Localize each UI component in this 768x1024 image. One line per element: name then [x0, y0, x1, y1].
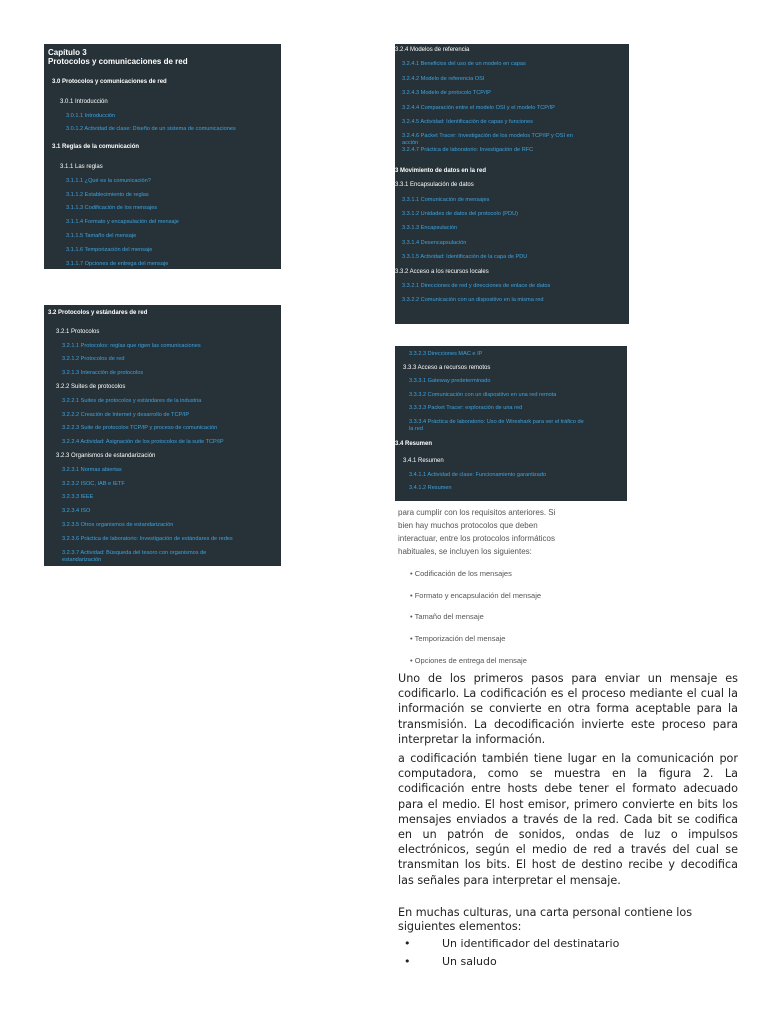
toc-subsection-heading: 3.2.2 Suites de protocolos — [56, 384, 126, 390]
toc-link[interactable]: la red — [409, 425, 423, 432]
toc-link[interactable]: estandarización — [62, 556, 102, 563]
chapter-title: Capítulo 3 — [48, 48, 87, 57]
paragraph-encoding: Uno de los primeros pasos para enviar un mensaje es codificarlo. La codificación es el proceso mediante el cual la información se convierte en otra forma aceptable para la transmisión. La decodificación invierte este proceso para interpretar la información. — [398, 672, 738, 746]
toc-subsection-heading: 3.2.4 Modelos de referencia — [395, 47, 470, 53]
toc-link[interactable]: 3.3.3.1 Gateway predeterminado — [409, 378, 491, 384]
toc-link[interactable]: 3.3.3.4 Práctica de laboratorio: Uso de Wireshark para ver el tráfico de — [409, 418, 584, 425]
toc-subsection-heading: 3.3.2 Acceso a los recursos locales — [395, 268, 489, 275]
list-item: Un identificador del destinatario — [442, 937, 620, 950]
toc-subsection-heading: 3.2.1 Protocolos — [56, 328, 100, 335]
toc-link[interactable]: 3.4.1.2 Resumen — [409, 485, 452, 491]
toc-link[interactable]: 3.3.3.2 Comunicación con un dispositivo en una red remota — [409, 391, 557, 398]
toc-link[interactable]: 3.3.1.3 Encapsulación — [402, 225, 458, 232]
intro-text — [398, 506, 555, 558]
toc-link[interactable]: 3.1.1.1 ¿Qué es la comunicación? — [66, 177, 151, 184]
toc-link[interactable]: 3.2.3.4 ISO — [62, 508, 91, 515]
toc-panel-chapter3 — [44, 44, 281, 269]
toc-link[interactable]: 3.1.1.5 Tamaño del mensaje — [66, 233, 137, 239]
intro-line: para cumplir con los requisitos anteriores. Si — [398, 508, 556, 517]
toc-subsection-heading: 3.4.1 Resumen — [403, 458, 444, 464]
toc-link[interactable]: 3.0.1.1 Introducción — [66, 112, 116, 119]
toc-subsection-heading: 3.3.3 Acceso a recursos remotos — [403, 364, 491, 371]
toc-link[interactable]: 3.1.1.2 Establecimiento de reglas — [66, 191, 149, 198]
toc-section-heading: 3.2 Protocolos y estándares de red — [48, 310, 148, 316]
toc-link[interactable]: 3.2.2.1 Suites de protocolos y estándares de la industria — [62, 397, 202, 404]
toc-link[interactable]: 3.3.1.5 Actividad: Identificación de la capa de PDU — [402, 254, 528, 261]
toc-subsection-heading: 3.2.3 Organismos de estandarización — [56, 453, 156, 459]
toc-link[interactable]: 3.2.3.2 ISOC, IAB e IETF — [62, 480, 125, 487]
toc-link[interactable]: 3.2.2.4 Actividad: Asignación de los protocolos de la suite TCP/IP — [62, 439, 224, 446]
toc-link[interactable]: 3.2.3.5 Otros organismos de estandarización — [62, 522, 174, 528]
toc-link[interactable]: 3.3.1.2 Unidades de datos del protocolo (PDU) — [402, 211, 518, 217]
toc-link[interactable]: 3.3.2.3 Direcciones MAC e IP — [409, 351, 483, 357]
intro-line: bien hay muchos protocolos que deben — [398, 521, 538, 530]
toc-panel-reference-models — [395, 44, 629, 324]
toc-link[interactable]: 3.3.2.2 Comunicación con un dispositivo en la misma red — [402, 297, 544, 304]
toc-link[interactable]: 3.2.1.3 Interacción de protocolos — [62, 370, 144, 377]
toc-link[interactable]: 3.2.4.2 Modelo de referencia OSI — [402, 75, 485, 82]
toc-link[interactable]: 3.2.2.2 Creación de Internet y desarrollo de TCP/IP — [62, 411, 190, 418]
toc-link[interactable]: 3.3.3.3 Packet Tracer: exploración de una red — [409, 405, 523, 411]
toc-link[interactable]: 3.2.3.1 Normas abiertas — [62, 466, 122, 473]
toc-link[interactable]: 3.2.3.3 IEEE — [62, 494, 94, 501]
intro-line: interactuar, entre los protocolos informáticos — [398, 534, 555, 543]
toc-link[interactable]: 3.2.1.1 Protocolos: reglas que rigen las comunicaciones — [62, 342, 201, 349]
toc-subsection-heading: 3.0.1 Introducción — [60, 98, 108, 105]
toc-link[interactable]: 3.2.4.3 Modelo de protocolo TCP/IP — [402, 90, 491, 97]
paragraph-computer-encoding: a codificación también tiene lugar en la comunicación por computadora, como se muestra en la figura 2. La codificación entre hosts debe tener el formato adecuado para el medio. El host emisor, primero convierte en bits los mensajes enviados a través de la red. Cada bit se codifica en un patrón de sonidos, ondas de luz o impulsos electrónicos, según el medio de red a través del cual se transmitan los bits. El host de destino recibe y decodifica las señales para interpretar el mensaje. — [398, 752, 738, 887]
toc-section-heading: 3.0 Protocolos y comunicaciones de red — [52, 79, 167, 85]
toc-link[interactable]: 3.1.1.4 Formato y encapsulación del mensaje — [66, 219, 179, 226]
toc-link[interactable]: 3.2.4.6 Packet Tracer: Investigación de los modelos TCP/IP y OSI en — [402, 133, 573, 140]
toc-section-heading: 3.1 Reglas de la comunicación — [52, 144, 140, 151]
toc-link[interactable]: 3.1.1.7 Opciones de entrega del mensaje — [66, 260, 169, 267]
paragraph-letter: En muchas culturas, una carta personal contiene los siguientes elementos: — [398, 906, 693, 933]
toc-link[interactable]: 3.3.2.1 Direcciones de red y direcciones de enlace de datos — [402, 283, 551, 289]
intro-line: habituales, se incluyen los siguientes: — [398, 547, 532, 556]
list-item: Un saludo — [442, 955, 497, 968]
list-item: • Tamaño del mensaje — [410, 612, 484, 621]
toc-link[interactable]: 3.2.1.2 Protocolos de red — [62, 356, 125, 363]
bullet-glyph: • — [404, 937, 411, 950]
bullet-glyph: • — [404, 955, 411, 968]
toc-subsection-heading: 3.3.1 Encapsulación de datos — [395, 182, 474, 189]
toc-link[interactable]: 3.3.1.4 Desencapsulación — [402, 239, 467, 246]
list-item: • Temporización del mensaje — [410, 634, 506, 643]
toc-link[interactable]: acción — [402, 140, 419, 147]
chapter-subtitle: Protocolos y comunicaciones de red — [48, 57, 188, 66]
toc-section-heading: 3.4 Resumen — [395, 440, 433, 447]
toc-link[interactable]: 3.1.1.3 Codificación de los mensajes — [66, 205, 158, 212]
toc-panel-remote-access — [395, 346, 627, 501]
toc-link[interactable]: 3.1.1.6 Temporización del mensaje — [66, 246, 153, 253]
toc-link[interactable]: 3.2.2.3 Suite de protocolos TCP/IP y proceso de comunicación — [62, 425, 218, 432]
toc-link[interactable]: 3.0.1.2 Actividad de clase: Diseño de un sistema de comunicaciones — [66, 126, 236, 133]
toc-section-heading: 3 Movimiento de datos en la red — [395, 167, 487, 174]
list-item: • Codificación de los mensajes — [410, 569, 512, 578]
list-item: • Opciones de entrega del mensaje — [410, 656, 527, 665]
toc-link[interactable]: 3.4.1.1 Actividad de clase: Funcionamiento garantizado — [409, 471, 547, 478]
toc-link[interactable]: 3.2.3.6 Práctica de laboratorio: Investigación de estándares de redes — [62, 535, 233, 542]
toc-link[interactable]: 3.2.4.5 Actividad: Identificación de capas y funciones — [402, 119, 533, 125]
toc-link[interactable]: 3.2.3.7 Actividad: Búsqueda del tesoro con organismos de — [62, 549, 207, 556]
toc-link[interactable]: 3.2.4.4 Comparación entre el modelo OSI y el modelo TCP/IP — [402, 104, 555, 111]
toc-link[interactable]: 3.2.4.7 Práctica de laboratorio: Investigación de RFC — [402, 147, 534, 154]
toc-link[interactable]: 3.3.1.1 Comunicación de mensajes — [402, 196, 490, 203]
toc-link[interactable]: 3.2.4.1 Beneficios del uso de un modelo en capas — [402, 61, 526, 68]
toc-panel-protocols-standards — [44, 305, 281, 566]
toc-subsection-heading: 3.1.1 Las reglas — [60, 164, 103, 170]
list-item: • Formato y encapsulación del mensaje — [410, 591, 542, 600]
